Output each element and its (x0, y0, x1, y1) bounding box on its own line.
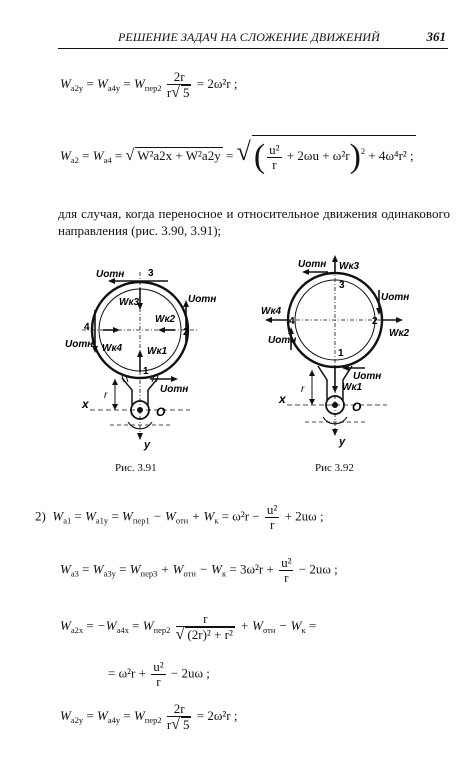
label-votn-bottom: Uотн (353, 371, 382, 382)
label-wk3: Wк3 (339, 261, 360, 272)
equation-3: 2) $W_{a1} = W_{a1y} = W_{пер1} - W_{отн} + W_к = \omega^2r$ − $\frac{\text{u²}}{r}$ + 2uω ; (35, 502, 324, 532)
label-wk4: Wк4 (102, 343, 123, 354)
label-wk2: Wк2 (389, 328, 410, 339)
label-n3: 3 (148, 268, 154, 279)
label-wk4: Wк4 (261, 306, 282, 317)
body-paragraph: для случая, когда переносное и относительное движения одинакового направления (рис. 3.90, 3.91); (58, 206, 450, 238)
label-o: O (156, 405, 166, 419)
label-n1: 1 (143, 366, 149, 377)
label-o: O (352, 400, 362, 414)
label-votn-top: Uотн (298, 259, 327, 270)
label-y: y (144, 439, 151, 451)
label-y: y (339, 436, 346, 448)
equation-7: $W_{a2y} = W_{a4y} = W_{пер2}$ $\frac{2r}{r√ 5}$ = 2ω²r ; (60, 701, 238, 733)
equation-2: $W_{a2} = W_{a4}$ = √ W²a2x + W²a2y = √( $\frac{\text{u²}}{r}$ + 2ωu + ω²r)$^2$ + 4ω⁴r² ; (60, 136, 414, 175)
label-n4: 4 (289, 316, 295, 327)
equation-4: $W_{a3} = W_{a3y} = W_{пер3} + W_{отн} - W_к = 3\omega^2r$ + $\frac{\text{u²}}{r}$ − 2uω ; (60, 555, 338, 585)
figure-3-92 (261, 255, 410, 448)
caption-right: Рис 3.92 (315, 462, 354, 474)
label-votn-top: Uотн (96, 269, 125, 280)
label-x: x (279, 392, 286, 406)
figures-svg (0, 250, 473, 490)
label-wk1: Wк1 (342, 382, 363, 393)
page-number: 361 (426, 29, 446, 44)
label-n4: 4 (84, 322, 90, 333)
label-votn-left: Uотн (65, 339, 94, 350)
label-r: r (104, 390, 108, 401)
label-n2: 2 (372, 316, 378, 327)
label-wk1: Wк1 (147, 346, 168, 357)
label-n2: 2 (183, 327, 189, 338)
equation-1: $W_{a2y} = W_{a4y} = W_{пер2}$ $\frac{2r}{r√ 5}$ = 2ω²r ; (60, 69, 238, 101)
label-votn-left: Uотн (268, 335, 297, 346)
label-n1: 1 (338, 348, 344, 359)
label-x: x (82, 397, 89, 411)
label-wk3: Wк3 (119, 297, 140, 308)
label-votn-right: Uотн (188, 294, 217, 305)
label-wk2: Wк2 (155, 314, 176, 325)
label-votn-right: Uотн (381, 292, 410, 303)
equation-6: = ω²r + $\frac{\text{u²}}{r}$ − 2uω ; (108, 659, 210, 689)
caption-left: Рис. 3.91 (115, 462, 157, 474)
header-title: РЕШЕНИЕ ЗАДАЧ НА СЛОЖЕНИЕ ДВИЖЕНИЙ (118, 30, 380, 44)
label-votn-bottom: Uотн (160, 384, 189, 395)
equation-5: $W_{a2x} = -W_{a4x} = W_{пер2}$ $\frac{r}{\text{√ (2r)² + r²}}$ + $W_{отн} - W_к$ = (60, 611, 317, 643)
figure-3-91 (65, 268, 216, 451)
label-r: r (301, 384, 305, 395)
label-n3: 3 (339, 280, 345, 291)
running-header (58, 26, 448, 49)
